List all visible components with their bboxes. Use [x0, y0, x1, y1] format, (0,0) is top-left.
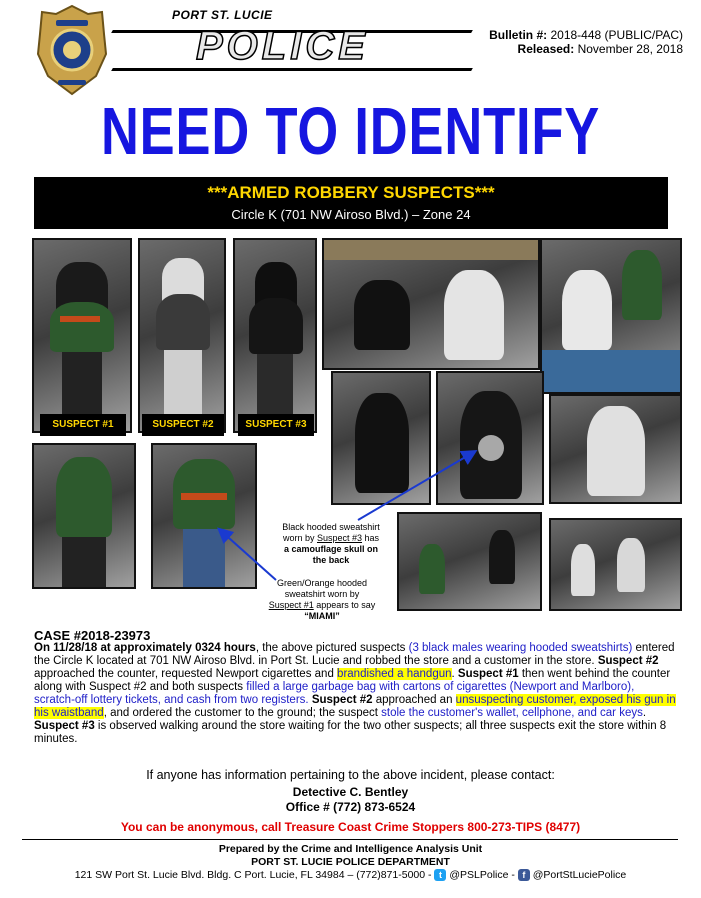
- narrative-highlight: brandished a handgun: [337, 668, 452, 680]
- suspect-3-back-photo: [436, 371, 544, 505]
- released-label: Released:: [517, 42, 575, 56]
- counter-interior-photo: [540, 238, 682, 394]
- title-banner: [34, 177, 668, 229]
- suspect-3-label: SUSPECT #3: [238, 414, 314, 436]
- store-counter-photo: [322, 238, 540, 370]
- miami-callout-line: sweatshirt worn by: [284, 589, 360, 599]
- skull-callout: [268, 522, 394, 566]
- narrative-text: .: [642, 707, 647, 719]
- narrative-text: Suspect #2: [311, 694, 373, 706]
- twitter-icon: t: [434, 869, 446, 881]
- suspect-2-photo: [138, 238, 226, 433]
- suspect-3-ref: Suspect #3: [316, 533, 363, 543]
- narrative-text: stole the customer's wallet, cellphone, and car keys: [381, 707, 643, 719]
- narrative-text: Suspect #3: [34, 720, 95, 732]
- case-narrative: [34, 642, 676, 746]
- footer-department: PORT ST. LUCIE POLICE DEPARTMENT: [251, 856, 450, 868]
- narrative-text: entered the Circle K located at 701 NW Airoso Blvd. in Port St. Lucie and robbed the store and a customer in the store.: [34, 642, 675, 667]
- contact-prompt: If anyone has information pertaining to the above incident, please contact:: [146, 768, 555, 782]
- skull-callout-line: [268, 533, 394, 544]
- suspect-1-photo: [32, 238, 132, 433]
- narrative-text: scratch-off lottery tickets, and cash from two registers.: [34, 694, 309, 706]
- police-wordmark: POLICE: [196, 24, 369, 68]
- suspect-1-counter-photo: [32, 443, 136, 589]
- police-badge-logo: [36, 4, 108, 96]
- crime-stoppers-line: You can be anonymous, call Treasure Coast Crime Stoppers 800-273-TIPS (8477): [120, 820, 581, 834]
- narrative-text: filled a large garbage bag with cartons of cigarettes: [246, 681, 507, 693]
- miami-callout-line: “MIAMI”: [304, 611, 340, 621]
- narrative-text: , the above pictured suspects: [255, 642, 409, 654]
- bulletin-info: [489, 28, 683, 56]
- footer-address-row: [0, 869, 701, 882]
- narrative-text: , and ordered the customer to the ground; the suspect: [103, 707, 382, 719]
- twitter-handle[interactable]: @PSLPolice: [449, 869, 509, 881]
- callout-text: has: [362, 533, 380, 543]
- narrative-text: approached the counter, requested Newport cigarettes and: [34, 668, 338, 680]
- callout-text: appears to say: [313, 600, 376, 610]
- footer-prepared: Prepared by the Crime and Intelligence Analysis Unit: [218, 843, 483, 855]
- suspect-1-sweatshirt-photo: [151, 443, 257, 589]
- headline: NEED TO IDENTIFY: [100, 93, 601, 169]
- facebook-handle[interactable]: @PortStLuciePolice: [532, 869, 627, 881]
- bulletin-number: 2018-448 (PUBLIC/PAC): [550, 28, 683, 42]
- narrative-text: On 11/28/18 at approximately 0324 hours: [34, 642, 256, 654]
- banner-subtitle: Circle K (701 NW Airoso Blvd.) – Zone 24: [231, 207, 471, 222]
- skull-callout-line: a camouflage skull on: [283, 544, 379, 554]
- narrative-text: approached an: [372, 694, 456, 706]
- narrative-text: .: [451, 668, 458, 680]
- bulletin-label: Bulletin #:: [489, 28, 548, 42]
- narrative-text: Suspect #1: [457, 668, 519, 680]
- banner-title: ***ARMED ROBBERY SUSPECTS***: [207, 183, 495, 202]
- callout-text: worn by: [282, 533, 317, 543]
- narrative-text: Suspect #2: [597, 655, 659, 667]
- facebook-icon: f: [518, 869, 530, 881]
- narrative-highlight: unsuspecting customer, exposed his gun in his waistband: [34, 694, 676, 719]
- suspect-1-ref: Suspect #1: [268, 600, 314, 610]
- skull-callout-line: Black hooded sweatshirt: [282, 522, 380, 532]
- suspect-3-photo: [233, 238, 317, 433]
- narrative-text: (3 black males wearing hooded sweatshirts): [408, 642, 633, 654]
- narrative-text: is observed walking around the store waiting for the two other suspects; all three suspects exit the store within 8 minutes.: [34, 720, 667, 745]
- exterior-photo-1: [397, 512, 542, 611]
- department-name: PORT ST. LUCIE: [172, 8, 273, 22]
- footer-divider: [22, 839, 678, 840]
- suspect-2-closeup-photo: [549, 394, 682, 504]
- suspect-1-label: SUSPECT #1: [40, 414, 126, 436]
- detective-contact: [0, 785, 701, 815]
- footer-address: 121 SW Port St. Lucie Blvd. Bldg. C Port. Lucie, FL 34984 – (772)871-5000 -: [74, 869, 435, 881]
- detective-name: Detective C. Bentley: [292, 785, 409, 799]
- miami-callout-line: [262, 600, 382, 611]
- suspect-2-label: SUSPECT #2: [142, 414, 224, 436]
- header-streak: [111, 68, 473, 71]
- narrative-text: then went behind the counter along with Suspect #2 and both suspects: [34, 668, 671, 693]
- released-date: November 28, 2018: [577, 42, 683, 56]
- skull-callout-line: the back: [312, 555, 350, 565]
- office-phone: Office # (772) 873-6524: [285, 800, 416, 814]
- miami-callout-line: Green/Orange hooded: [276, 578, 368, 588]
- footer-separator: -: [508, 869, 518, 881]
- suspect-3-front-photo: [331, 371, 431, 505]
- footer: [0, 843, 701, 882]
- narrative-text: (Newport and Marlboro),: [506, 681, 635, 693]
- case-number: CASE #2018-23973: [34, 628, 151, 643]
- miami-callout: [262, 578, 382, 622]
- exterior-photo-2: [549, 518, 682, 611]
